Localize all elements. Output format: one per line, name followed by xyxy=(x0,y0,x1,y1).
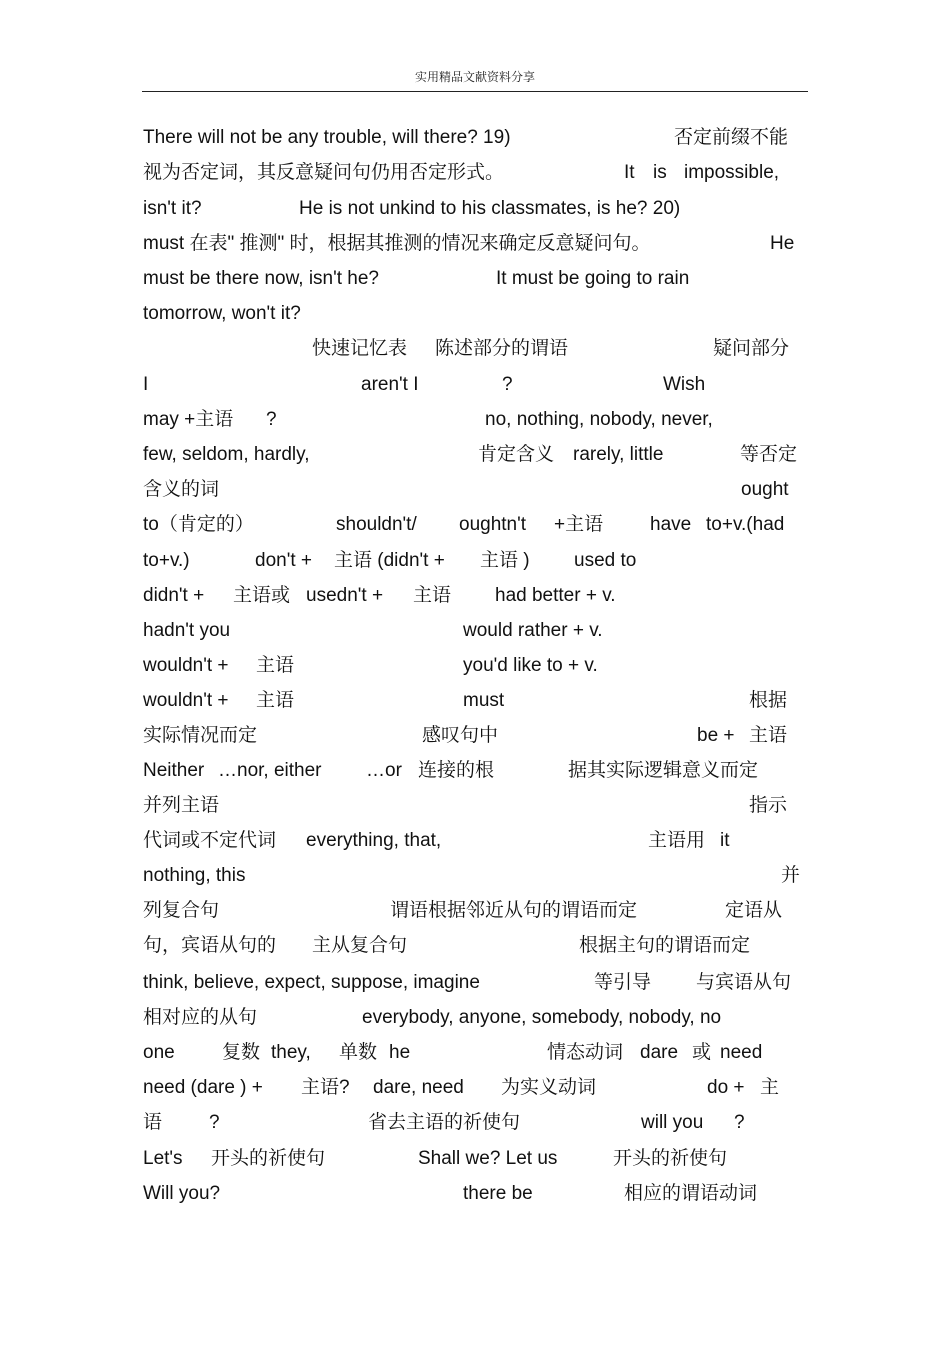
text-segment: don't + xyxy=(255,550,312,571)
text-segment: 主语 (didn't + xyxy=(334,550,445,571)
text-segment: ? xyxy=(209,1112,220,1133)
text-segment: He xyxy=(770,233,795,254)
text-segment: 或 xyxy=(692,1042,712,1063)
text-segment: rarely, little xyxy=(573,444,664,465)
text-segment: will you xyxy=(641,1112,704,1133)
text-segment: 主语 ) xyxy=(480,550,530,571)
text-segment: …nor, either xyxy=(218,760,322,781)
text-segment: it xyxy=(720,830,730,851)
text-segment: 根据主句的谓语而定 xyxy=(579,935,751,956)
text-segment: …or xyxy=(366,760,402,781)
text-segment: to（肯定的） xyxy=(143,514,254,535)
text-segment: there be xyxy=(463,1183,533,1204)
text-segment: to+v.) xyxy=(143,550,190,571)
text-segment: would rather + v. xyxy=(463,620,603,641)
text-segment: tomorrow, won't it? xyxy=(143,303,301,324)
text-segment: he xyxy=(389,1042,411,1063)
text-segment: 与宾语从句 xyxy=(696,972,792,993)
text-segment: ought xyxy=(741,479,789,500)
text-segment: impossible, xyxy=(684,162,780,183)
text-segment: I xyxy=(143,374,149,395)
text-segment: 并列主语 xyxy=(143,795,220,816)
text-segment: 相对应的从句 xyxy=(143,1007,258,1028)
text-segment: everything, that, xyxy=(306,830,442,851)
text-segment: dare, need xyxy=(373,1077,464,1098)
text-segment: 相应的谓语动词 xyxy=(624,1183,758,1204)
page-header: 实用精品文献资料分享 xyxy=(414,70,535,84)
text-segment: 实际情况而定 xyxy=(143,725,258,746)
text-segment: must 在表" 推测" 时，根据其推测的情况来确定反意疑问句。 xyxy=(143,233,651,254)
text-segment: 为实义动词 xyxy=(501,1077,597,1098)
text-segment: wouldn't + xyxy=(143,690,229,711)
text-segment: do + xyxy=(707,1077,745,1098)
text-segment: Let's xyxy=(143,1148,183,1169)
text-segment: need xyxy=(720,1042,763,1063)
text-segment: It xyxy=(624,162,635,183)
text-segment: 复数 xyxy=(222,1042,261,1063)
text-segment: 主从复合句 xyxy=(312,935,408,956)
text-segment: no, nothing, nobody, never, xyxy=(485,409,713,430)
text-segment: Neither xyxy=(143,760,205,781)
text-segment: 情态动词 xyxy=(547,1042,624,1063)
text-segment: Wish xyxy=(663,374,706,395)
text-segment: few, seldom, hardly, xyxy=(143,444,310,465)
text-segment: 根据 xyxy=(749,690,788,711)
text-segment: to+v.(had xyxy=(706,514,785,535)
text-segment: isn't it? xyxy=(143,198,202,219)
text-segment: have xyxy=(650,514,692,535)
text-segment: 视为否定词，其反意疑问句仍用否定形式。 xyxy=(143,162,505,183)
text-segment: they, xyxy=(271,1042,311,1063)
text-segment: There will not be any trouble, will there? 19) xyxy=(143,127,511,148)
text-segment: 等否定 xyxy=(740,444,798,465)
text-segment: 语 xyxy=(143,1112,163,1133)
text-segment: 主语 xyxy=(413,585,452,606)
text-segment: wouldn't + xyxy=(143,655,229,676)
text-segment: didn't + xyxy=(143,585,205,606)
text-segment: you'd like to + v. xyxy=(463,655,598,676)
text-segment: ? xyxy=(734,1112,745,1133)
text-segment: dare xyxy=(640,1042,679,1063)
text-segment: It must be going to rain xyxy=(496,268,690,289)
text-segment: Will you? xyxy=(143,1183,221,1204)
text-segment: 单数 xyxy=(339,1042,378,1063)
text-segment: one xyxy=(143,1042,175,1063)
text-segment: 并 xyxy=(781,865,801,886)
text-segment: 开头的祈使句 xyxy=(613,1148,728,1169)
text-segment: is xyxy=(653,162,667,183)
text-segment: 主语 xyxy=(256,655,295,676)
text-segment: 主语 xyxy=(749,725,788,746)
text-segment: may +主语 xyxy=(143,409,234,430)
text-segment: 疑问部分 xyxy=(713,338,790,359)
text-segment: +主语 xyxy=(554,514,604,535)
text-segment: 否定前缀不能 xyxy=(674,127,789,148)
text-segment: 谓语根据邻近从句的谓语而定 xyxy=(390,900,638,921)
text-segment: nothing, this xyxy=(143,865,246,886)
text-segment: usedn't + xyxy=(306,585,384,606)
text-segment: think, believe, expect, suppose, imagine xyxy=(143,972,480,993)
text-segment: Shall we? Let us xyxy=(418,1148,558,1169)
text-segment: shouldn't/ xyxy=(336,514,417,535)
text-segment: ? xyxy=(266,409,277,430)
text-segment: must be there now, isn't he? xyxy=(143,268,379,289)
text-segment: need (dare ) + xyxy=(143,1077,263,1098)
text-segment: 据其实际逻辑意义而定 xyxy=(568,760,759,781)
text-segment: 列复合句 xyxy=(143,900,220,921)
text-segment: must xyxy=(463,690,505,711)
text-segment: 连接的根 xyxy=(418,760,495,781)
text-segment: 主语? xyxy=(301,1077,350,1098)
text-segment: 快速记忆表 xyxy=(312,338,408,359)
header-rule xyxy=(142,91,808,92)
text-segment: ? xyxy=(502,374,513,395)
text-segment: be + xyxy=(697,725,735,746)
text-segment: 主 xyxy=(760,1077,780,1098)
text-segment: 等引导 xyxy=(594,972,652,993)
text-segment: 主语用 xyxy=(648,830,706,851)
text-segment: 省去主语的祈使句 xyxy=(368,1112,521,1133)
text-segment: 主语或 xyxy=(233,585,291,606)
text-segment: everybody, anyone, somebody, nobody, no xyxy=(362,1007,722,1028)
text-segment: 主语 xyxy=(256,690,295,711)
text-segment: 开头的祈使句 xyxy=(211,1148,326,1169)
text-segment: used to xyxy=(574,550,637,571)
text-segment: had better + v. xyxy=(495,585,616,606)
text-segment: 句，宾语从句的 xyxy=(143,935,277,956)
text-segment: 定语从 xyxy=(725,900,783,921)
text-segment: 陈述部分的谓语 xyxy=(435,338,569,359)
text-segment: He is not unkind to his classmates, is he? 20) xyxy=(299,198,681,219)
text-segment: oughtn't xyxy=(459,514,527,535)
text-segment: 指示 xyxy=(749,795,788,816)
text-segment: 肯定含义 xyxy=(478,444,555,465)
text-segment: 代词或不定代词 xyxy=(143,830,277,851)
text-segment: hadn't you xyxy=(143,620,231,641)
text-segment: 含义的词 xyxy=(143,479,220,500)
text-segment: aren't I xyxy=(361,374,419,395)
text-segment: 感叹句中 xyxy=(422,725,499,746)
